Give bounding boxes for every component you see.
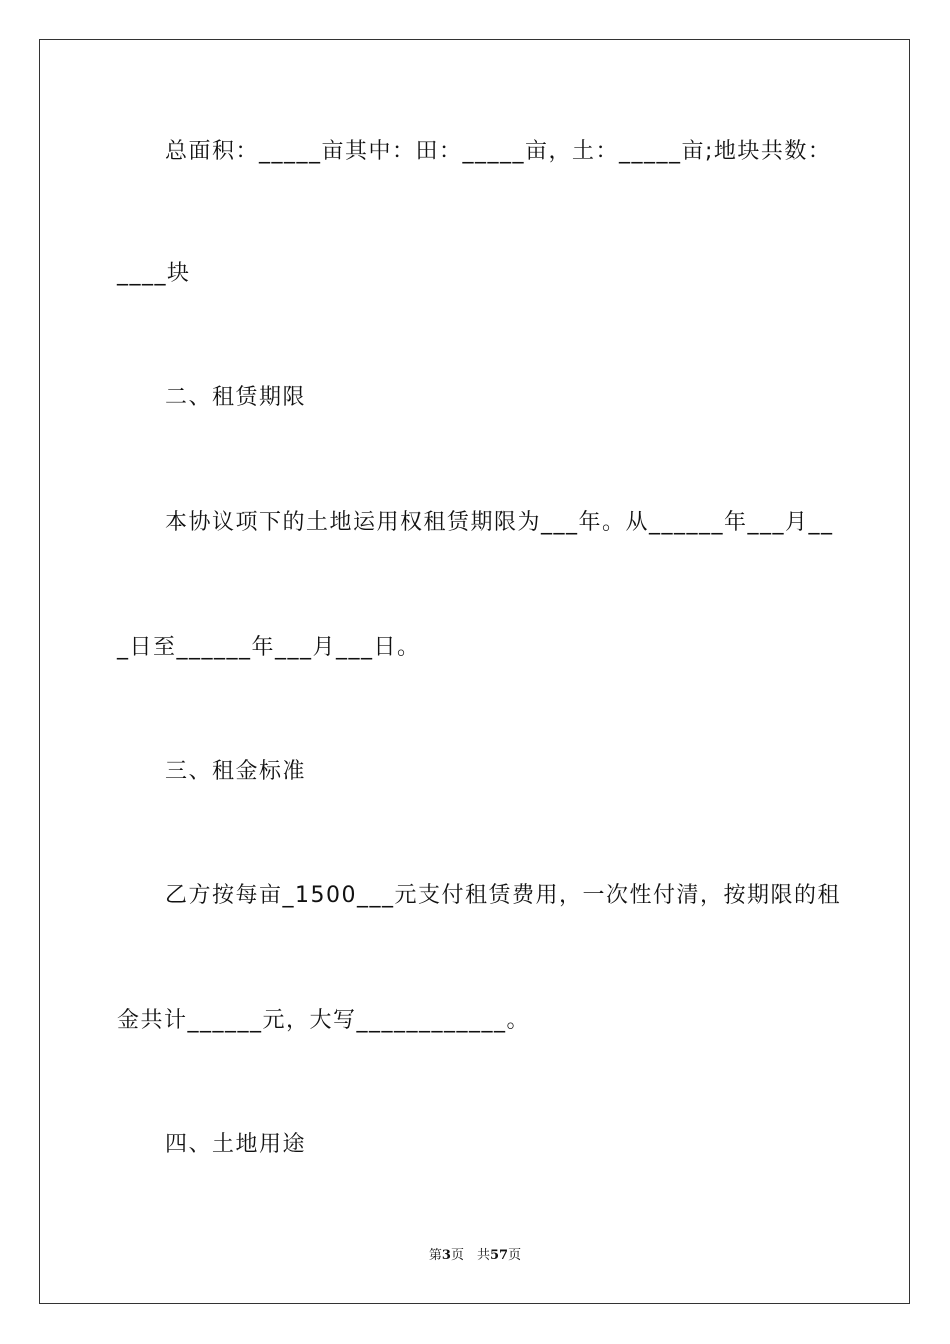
paragraph-lease-term-line-1: 本协议项下的土地运用权租赁期限为___年。从______年___月__ <box>165 510 834 535</box>
footer-prefix: 第 <box>428 1248 442 1263</box>
paragraph-rent-line-2: 金共计______元，大写____________。 <box>117 1008 531 1033</box>
page-footer <box>0 1246 950 1266</box>
paragraph-area-line-1: 总面积：_____亩其中：田：_____亩，土：_____亩;地块共数： <box>165 139 832 164</box>
section-heading-rent-standard: 三、租金标准 <box>165 759 307 784</box>
footer-current-page: 3 <box>441 1248 451 1263</box>
section-heading-land-use: 四、土地用途 <box>165 1132 307 1157</box>
footer-suffix: 页 <box>508 1248 522 1263</box>
page-border <box>39 39 910 1304</box>
paragraph-area-line-2: ____块 <box>117 261 191 286</box>
footer-middle: 页 共 <box>450 1248 490 1263</box>
paragraph-lease-term-line-2: _日至______年___月___日。 <box>117 635 421 660</box>
paragraph-rent-line-1: 乙方按每亩_1500___元支付租赁费用，一次性付清，按期限的租 <box>165 883 841 908</box>
section-heading-lease-term: 二、租赁期限 <box>165 385 307 410</box>
footer-total-pages: 57 <box>489 1248 509 1263</box>
